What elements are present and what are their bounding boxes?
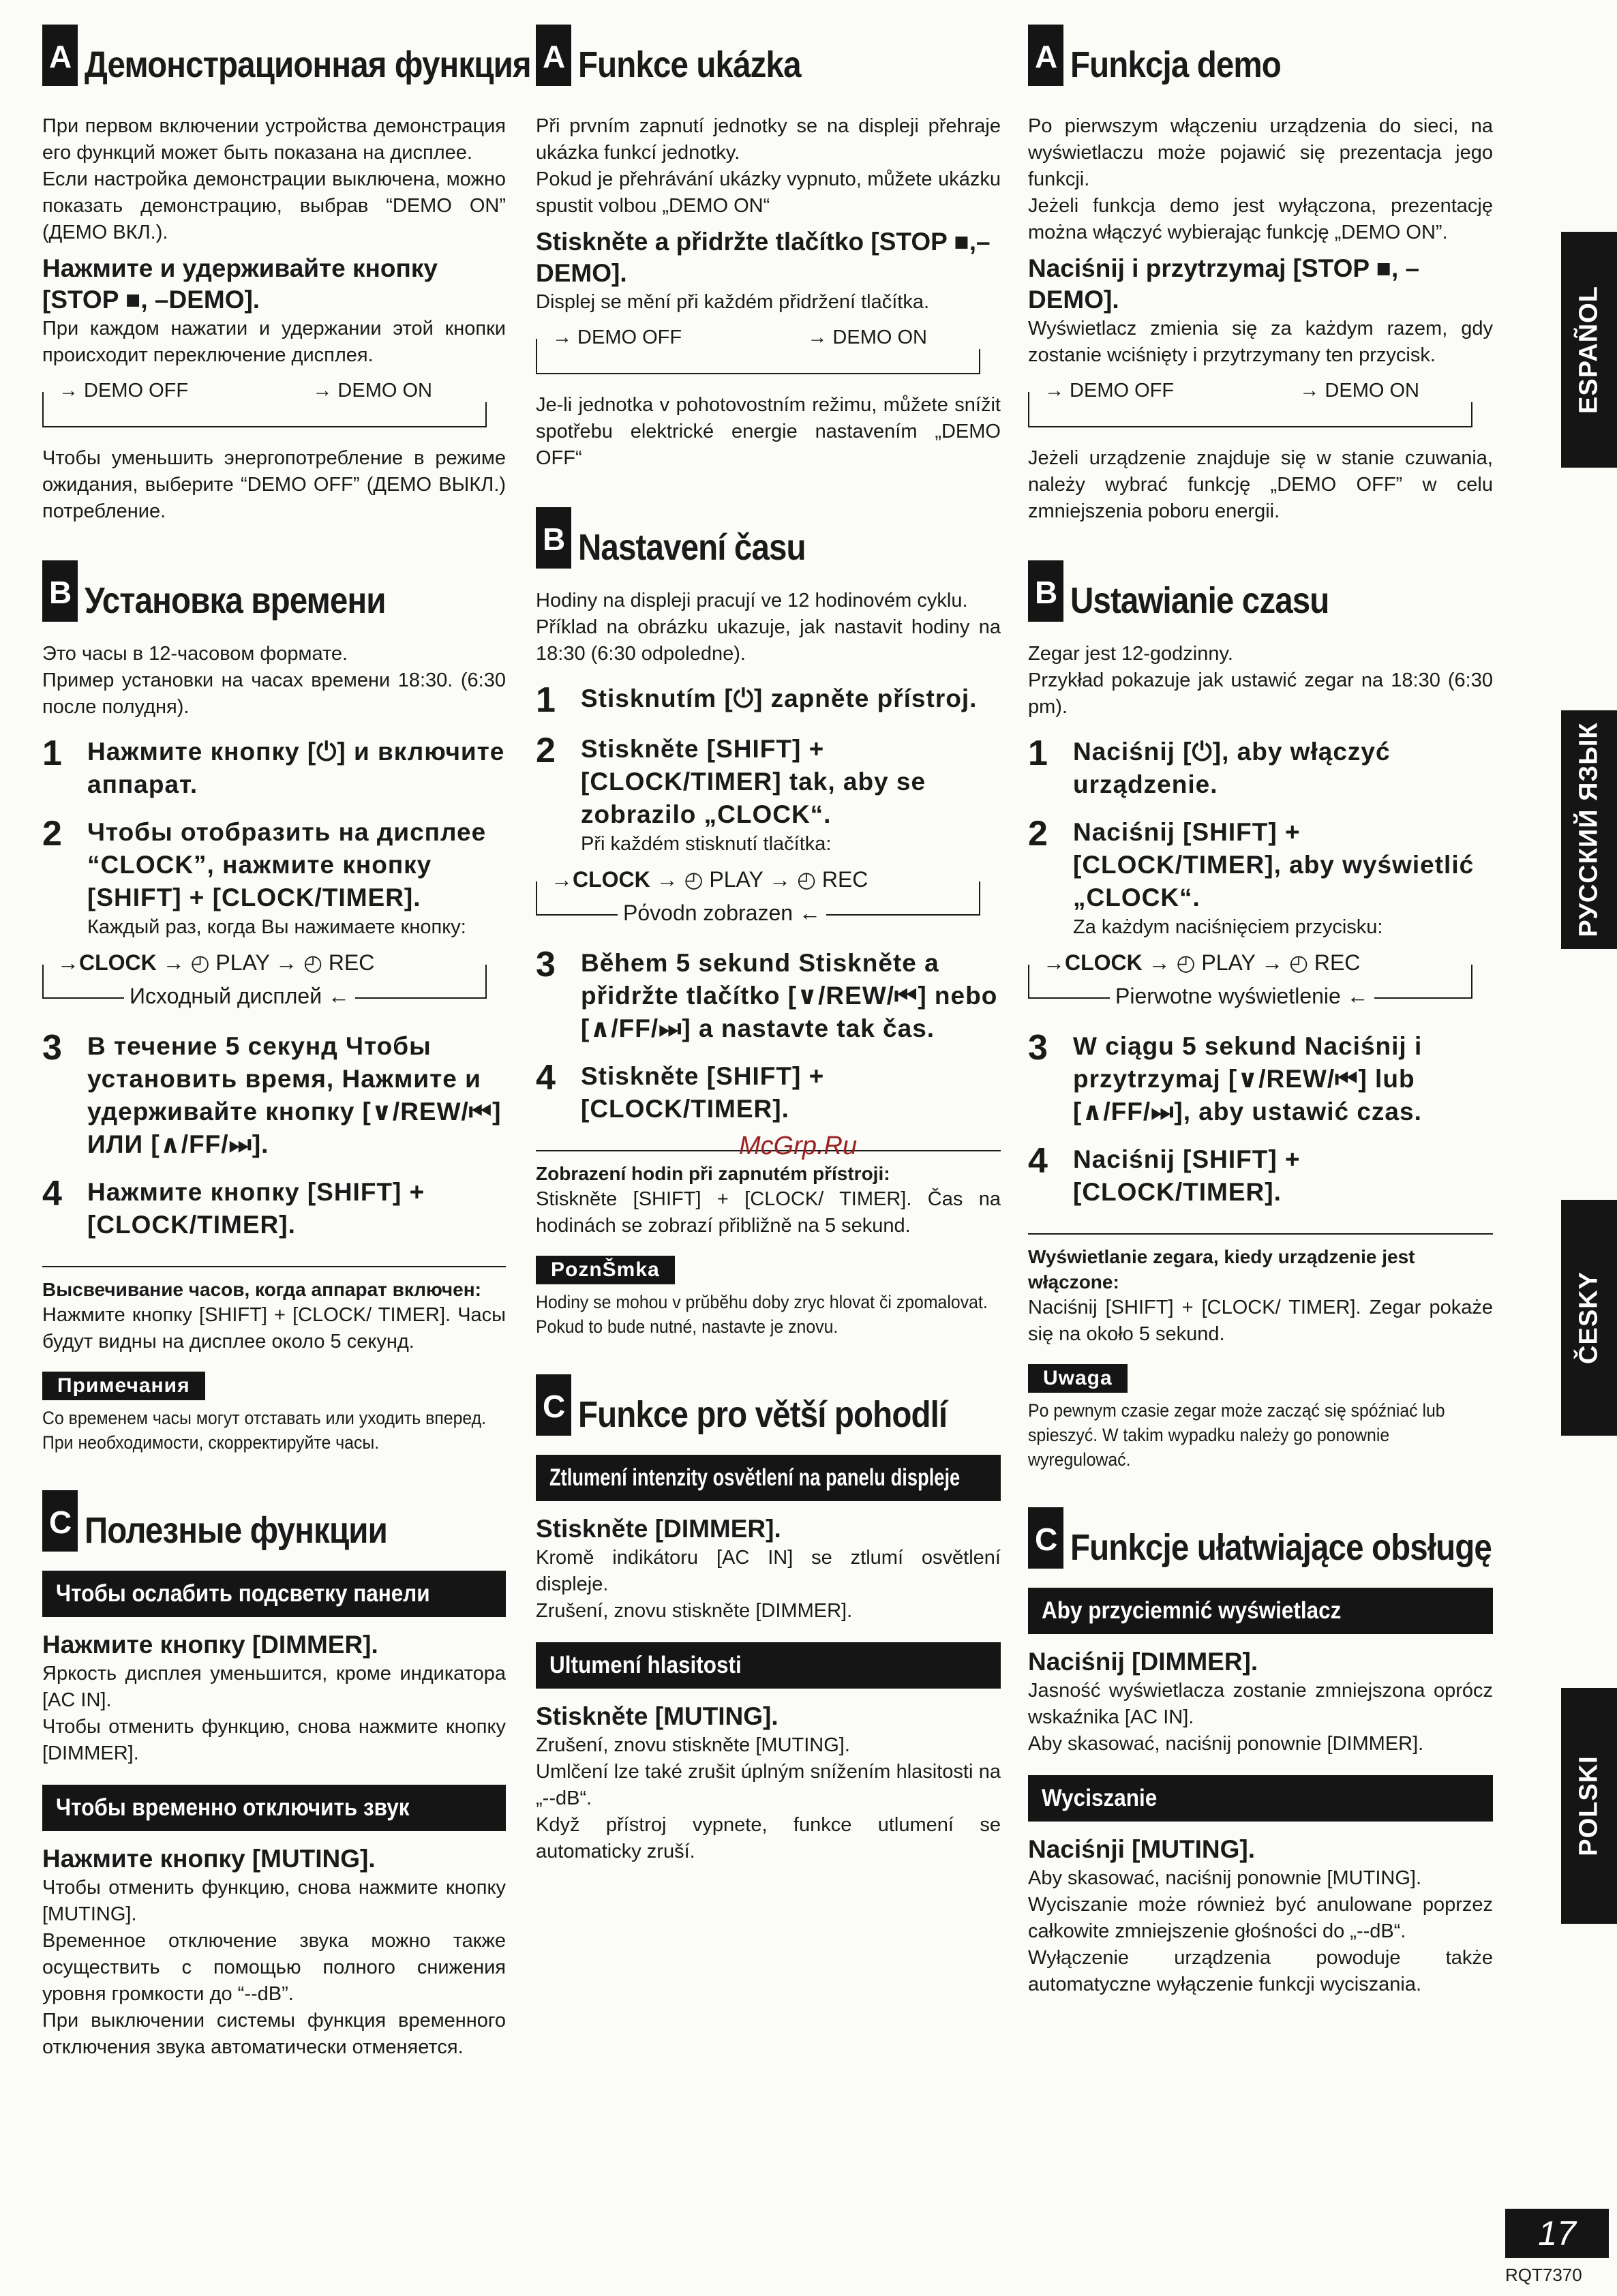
- section-title: Funkcja demo: [1070, 44, 1281, 85]
- demo-cycle-diagram: [536, 325, 1001, 378]
- subsection-bar-muting: Ultumení hlasitosti: [536, 1642, 1001, 1689]
- step-text: Нажмите кнопку [SHIFT] + [CLOCK/TIMER].: [87, 1178, 425, 1239]
- paragraph: Чтобы отменить функцию, снова нажмите кнопку [DIMMER].: [42, 1716, 506, 1764]
- subsection-bar-dimmer: Чтобы ослабить подсветку панели: [42, 1571, 506, 1617]
- section-a-demo: [536, 25, 1001, 472]
- paragraph: Zrušení, znovu stiskněte [MUTING].: [536, 1734, 850, 1756]
- paragraph: При выключении системы функция временного отключения звука автоматически отменяется.: [42, 2010, 506, 2058]
- note-text: Po pewnym czasie zegar może zacząć się spóźniać lub spieszyć. W takim wypadku należy go ponownie wyregulować.: [1028, 1400, 1445, 1470]
- paragraph: Displej se mění při každém přidržení tlačítka.: [536, 291, 929, 313]
- paragraph: Když přístroj vypnete, funkce utlumení se automaticky zruší.: [536, 1814, 1001, 1862]
- paragraph: Чтобы уменьшить энергопотребление в режиме ожидания, выберите “DEMO OFF” (ДЕМО ВЫКЛ.) потребление.: [42, 447, 506, 522]
- step-2: 2 Stiskněte [SHIFT] + [CLOCK/TIMER] tak, aby se zobrazilo „CLOCK“. Při každém stisknutí tlačítka:: [536, 733, 1001, 857]
- paragraph: Чтобы отменить функцию, снова нажмите кнопку [MUTING].: [42, 1877, 506, 1925]
- subsection-bar-dimmer: Ztlumení intenzity osvětlení na panelu displeje: [536, 1455, 1001, 1501]
- section-c-functions: [536, 1369, 1001, 1865]
- flow-clock: →CLOCK →: [1043, 950, 1170, 975]
- flow-play-rec: ◴ PLAY → ◴ REC: [190, 950, 375, 975]
- paragraph: Při prvním zapnutí jednotky se na displeji přehraje ukázka funkcí jednotky.: [536, 115, 1001, 164]
- section-b-clock: [536, 502, 1001, 1339]
- instruction-heading: Naciśnji [MUTING].: [1028, 1835, 1256, 1863]
- paragraph: Zegar jest 12-godzinny.: [1028, 643, 1233, 665]
- paragraph: Если настройка демонстрации выключена, можно показать демонстрацию, выбрав “DEMO ON” (ДЕМО ВКЛ.).: [42, 168, 506, 243]
- section-letter: C: [42, 1490, 78, 1552]
- flow-original-display: Pierwotne wyświetlenie ←: [1110, 984, 1374, 1009]
- flow-demo-on: → DEMO ON: [807, 327, 927, 348]
- flow-demo-on: → DEMO ON: [312, 380, 432, 402]
- note-label: PoznŠmka: [536, 1256, 675, 1284]
- section-letter: B: [536, 507, 571, 569]
- paragraph: Kromě indikátoru [AC IN] se ztlumí osvětlení displeje.: [536, 1547, 1001, 1595]
- step-3: 3 W ciągu 5 sekund Naciśnij i przytrzymaj [∨/REW/⏮] lub [∧/FF/⏭], aby ustawić czas.: [1028, 1030, 1493, 1128]
- paragraph: Временное отключение звука можно также осуществить с помощью полного снижения уровня громкости до “--dB”.: [42, 1930, 506, 2005]
- step-text: Stiskněte [SHIFT] + [CLOCK/TIMER].: [581, 1062, 825, 1123]
- flow-demo-off: → DEMO OFF: [1044, 380, 1175, 402]
- display-clock-heading: Zobrazení hodin při zapnutém přístroji:: [536, 1150, 1001, 1186]
- paragraph: Aby skasować, naciśnij ponownie [DIMMER].: [1028, 1733, 1424, 1755]
- demo-cycle-diagram: [42, 378, 506, 432]
- paragraph: Jeżeli funkcja demo jest wyłączona, prezentację można włączyć wybierając funkcję „DEMO ON”.: [1028, 195, 1493, 243]
- step-1: 1 Нажмите кнопку [⏻] и включите аппарат.: [42, 736, 506, 801]
- paragraph: Wyciszanie może również być anulowane poprzez całkowite zmniejszenie głośności do „--dB“.: [1028, 1894, 1493, 1942]
- clock-cycle-diagram: [1028, 950, 1493, 1015]
- subsection-bar-muting: Чтобы временно отключить звук: [42, 1785, 506, 1831]
- side-tab-espanol: ESPAÑOL: [1561, 232, 1617, 468]
- flow-original-display: Pόvodn zobrazen ←: [618, 901, 826, 926]
- note-text: Со временем часы могут отставать или уходить вперед. При необходимости, скорректируйте часы.: [42, 1408, 487, 1453]
- note-text: Hodiny se mohou v prŭbĕhu doby zryc hlovat či zpomalovat. Pokud to bude nutné, nastavte je znovu.: [536, 1292, 988, 1337]
- column-polish: [1028, 25, 1493, 1998]
- section-title: Funkce pro větší pohodlí: [578, 1394, 948, 1435]
- step-text: Během 5 sekund Stiskněte a přidržte tlačítko [∨/REW/⏮] nebo [∧/FF/⏭] a nastavte tak čas.: [581, 949, 998, 1042]
- step-1: 1 Stisknutím [⏻] zapněte přístroj.: [536, 682, 1001, 718]
- paragraph: При первом включении устройства демонстрация его функций может быть показана на дисплее.: [42, 115, 506, 164]
- document-code: RQT7370: [1505, 2265, 1582, 2285]
- instruction-heading: Stiskněte [DIMMER].: [536, 1515, 781, 1543]
- paragraph: При каждом нажатии и удержании этой кнопки происходит переключение дисплея.: [42, 318, 506, 366]
- section-c-functions: [42, 1485, 506, 2061]
- flow-play-rec: ◴ PLAY → ◴ REC: [684, 867, 868, 892]
- paragraph: Wyłączenie urządzenia powoduje także automatyczne wyłączenie funkcji wyciszania.: [1028, 1947, 1493, 1995]
- paragraph: Wyświetlacz zmienia się za każdym razem, gdy zostanie wciśnięty i przytrzymany ten przycisk.: [1028, 318, 1493, 366]
- flow-play-rec: ◴ PLAY → ◴ REC: [1176, 950, 1361, 975]
- paragraph: Příklad na obrázku ukazuje, jak nastavit hodiny na 18:30 (6:30 odpoledne).: [536, 616, 1001, 665]
- page-number: 17: [1505, 2209, 1609, 2258]
- paragraph: Je-li jednotka v pohotovostním režimu, můžete snížit spotřebu elektrické energie nastavením „DEMO OFF“: [536, 394, 1001, 469]
- step-text: W ciągu 5 sekund Naciśnij i przytrzymaj [∨/REW/⏮] lub [∧/FF/⏭], aby ustawić czas.: [1073, 1032, 1423, 1126]
- step-text: Stisknutím [⏻] zapněte přístroj.: [581, 684, 978, 712]
- section-title: Nastavení času: [578, 527, 806, 568]
- paragraph: Jeżeli urządzenie znajduje się w stanie czuwania, należy wybrać funkcję „DEMO OFF” w celu zmniejszenia poboru energii.: [1028, 447, 1493, 522]
- instruction-heading: Stiskněte [MUTING].: [536, 1702, 779, 1730]
- step-text: В течение 5 секунд Чтобы установить время, Нажмите и удерживайте кнопку [∨/REW/⏮] ИЛИ [∧/FF/⏭].: [87, 1032, 502, 1158]
- section-letter: B: [1028, 560, 1063, 622]
- column-czech: [536, 25, 1001, 1865]
- paragraph: Po pierwszym włączeniu urządzenia do sieci, na wyświetlaczu może pojawić się prezentacja jego funkcji.: [1028, 115, 1493, 190]
- side-tab-russian: РУССКИЙ ЯЗЫК: [1561, 710, 1617, 949]
- paragraph: Яркость дисплея уменьшится, кроме индикатора [AC IN].: [42, 1663, 506, 1711]
- display-clock-heading: Высвечивание часов, когда аппарат включен:: [42, 1266, 506, 1302]
- step-4: 4 Stiskněte [SHIFT] + [CLOCK/TIMER].: [536, 1060, 1001, 1126]
- step-3: 3 Během 5 sekund Stiskněte a přidržte tlačítko [∨/REW/⏮] nebo [∧/FF/⏭] a nastavte tak čas.: [536, 947, 1001, 1045]
- section-c-functions: [1028, 1502, 1493, 1998]
- flow-demo-on: → DEMO ON: [1299, 380, 1419, 402]
- step-text: Stiskněte [SHIFT] + [CLOCK/TIMER] tak, aby se zobrazilo „CLOCK“.: [581, 735, 926, 828]
- subsection-bar-muting: Wyciszanie: [1028, 1775, 1493, 1822]
- step-text: Naciśnij [SHIFT] + [CLOCK/TIMER], aby wyświetlić „CLOCK“.: [1073, 818, 1475, 911]
- paragraph: Przykład pokazuje jak ustawić zegar na 18:30 (6:30 pm).: [1028, 669, 1493, 718]
- section-b-clock: [1028, 555, 1493, 1472]
- flow-clock: →CLOCK →: [57, 950, 185, 975]
- flow-clock: →CLOCK →: [551, 867, 678, 892]
- watermark: McGrp.Ru: [739, 1132, 858, 1160]
- demo-cycle-diagram: [1028, 378, 1493, 432]
- paragraph: Naciśnij [SHIFT] + [CLOCK/ TIMER]. Zegar pokaże się na około 5 sekund.: [1028, 1297, 1493, 1345]
- section-title: Демонстрационная функция: [85, 44, 531, 85]
- step-text: Нажмите кнопку [⏻] и включите аппарат.: [87, 738, 505, 798]
- clock-cycle-diagram: [536, 866, 1001, 932]
- note-label: Примечания: [42, 1372, 205, 1400]
- paragraph: Pokud je přehrávání ukázky vypnuto, můžete ukázku spustit volbou „DEMO ON“: [536, 168, 1001, 217]
- instruction-heading: Naciśnij i przytrzymaj [STOP ■, –DEMO].: [1028, 254, 1420, 314]
- section-letter: A: [1028, 25, 1063, 86]
- section-title: Полезные функции: [85, 1510, 387, 1551]
- column-russian: [42, 25, 531, 2061]
- section-a-demo: [42, 25, 531, 525]
- note-label: Uwaga: [1028, 1364, 1128, 1393]
- instruction-heading: Stiskněte a přidržte tlačítko [STOP ■,–DEMO].: [536, 228, 991, 287]
- section-title: Ustawianie czasu: [1070, 580, 1329, 621]
- flow-demo-off: → DEMO OFF: [59, 380, 189, 402]
- step-text: Чтобы отобразить на дисплее “CLOCK”, нажмите кнопку [SHIFT] + [CLOCK/TIMER].: [87, 818, 487, 911]
- step-1: 1 Naciśnij [⏻], aby włączyć urządzenie.: [1028, 736, 1493, 801]
- side-tab-polski: POLSKI: [1561, 1688, 1617, 1924]
- subsection-bar-dimmer: Aby przyciemnić wyświetlacz: [1028, 1588, 1493, 1634]
- instruction-heading: Нажмите и удерживайте кнопку [STOP ■, –DEMO].: [42, 254, 438, 314]
- step-3: 3 В течение 5 секунд Чтобы установить время, Нажмите и удерживайте кнопку [∨/REW/⏮] ИЛИ [∧/FF/⏭].: [42, 1030, 506, 1161]
- paragraph: Пример установки на часах времени 18:30. (6:30 после полудня).: [42, 669, 506, 718]
- section-a-demo: [1028, 25, 1493, 525]
- step-subtext: Каждый раз, когда Вы нажимаете кнопку:: [87, 916, 466, 938]
- section-title: Funkcje ułatwiające obsługę: [1070, 1527, 1492, 1568]
- section-title: Funkce ukázka: [578, 44, 801, 85]
- instruction-heading: Нажмите кнопку [DIMMER].: [42, 1631, 378, 1659]
- instruction-heading: Naciśnij [DIMMER].: [1028, 1648, 1258, 1676]
- step-4: 4 Нажмите кнопку [SHIFT] + [CLOCK/TIMER].: [42, 1176, 506, 1241]
- step-text: Naciśnij [⏻], aby włączyć urządzenie.: [1073, 738, 1391, 798]
- display-clock-heading: Wyświetlanie zegara, kiedy urządzenie jest włączone:: [1028, 1233, 1493, 1295]
- step-text: Naciśnij [SHIFT] + [CLOCK/TIMER].: [1073, 1145, 1301, 1206]
- flow-demo-off: → DEMO OFF: [552, 327, 682, 348]
- side-tab-cesky: ČESKY: [1561, 1200, 1617, 1436]
- flow-original-display: Исходный дисплей ←: [124, 984, 355, 1009]
- section-letter: C: [536, 1374, 571, 1436]
- step-4: 4 Naciśnij [SHIFT] + [CLOCK/TIMER].: [1028, 1143, 1493, 1209]
- paragraph: Hodiny na displeji pracují ve 12 hodinovém cyklu.: [536, 590, 968, 611]
- paragraph: Umlčení lze také zrušit úplným snížením hlasitosti na „--dB“.: [536, 1761, 1001, 1809]
- paragraph: Zrušení, znovu stiskněte [DIMMER].: [536, 1600, 853, 1622]
- paragraph: Aby skasować, naciśnij ponownie [MUTING].: [1028, 1867, 1421, 1889]
- step-2: 2 Naciśnij [SHIFT] + [CLOCK/TIMER], aby wyświetlić „CLOCK“. Za każdym naciśnięciem przycisku:: [1028, 816, 1493, 940]
- step-2: 2 Чтобы отобразить на дисплее “CLOCK”, нажмите кнопку [SHIFT] + [CLOCK/TIMER]. Каждый раз, когда Вы нажимаете кнопку:: [42, 816, 506, 940]
- section-title: Установка времени: [85, 580, 386, 621]
- section-letter: B: [42, 560, 78, 622]
- step-subtext: Při každém stisknutí tlačítka:: [581, 833, 832, 855]
- section-letter: C: [1028, 1507, 1063, 1569]
- paragraph: Stiskněte [SHIFT] + [CLOCK/ TIMER]. Čas na hodinách se zobrazí přibližně na 5 sekund.: [536, 1188, 1001, 1237]
- step-subtext: Za każdym naciśnięciem przycisku:: [1073, 916, 1383, 938]
- paragraph: Jasność wyświetlacza zostanie zmniejszona oprócz wskaźnika [AC IN].: [1028, 1680, 1493, 1728]
- instruction-heading: Нажмите кнопку [MUTING].: [42, 1845, 376, 1873]
- clock-cycle-diagram: [42, 950, 506, 1015]
- section-b-clock: [42, 555, 506, 1455]
- paragraph: Нажмите кнопку [SHIFT] + [CLOCK/ TIMER]. Часы будут видны на дисплее около 5 секунд.: [42, 1304, 506, 1353]
- section-letter: A: [42, 25, 78, 86]
- paragraph: Это часы в 12-часовом формате.: [42, 643, 348, 665]
- section-letter: A: [536, 25, 571, 86]
